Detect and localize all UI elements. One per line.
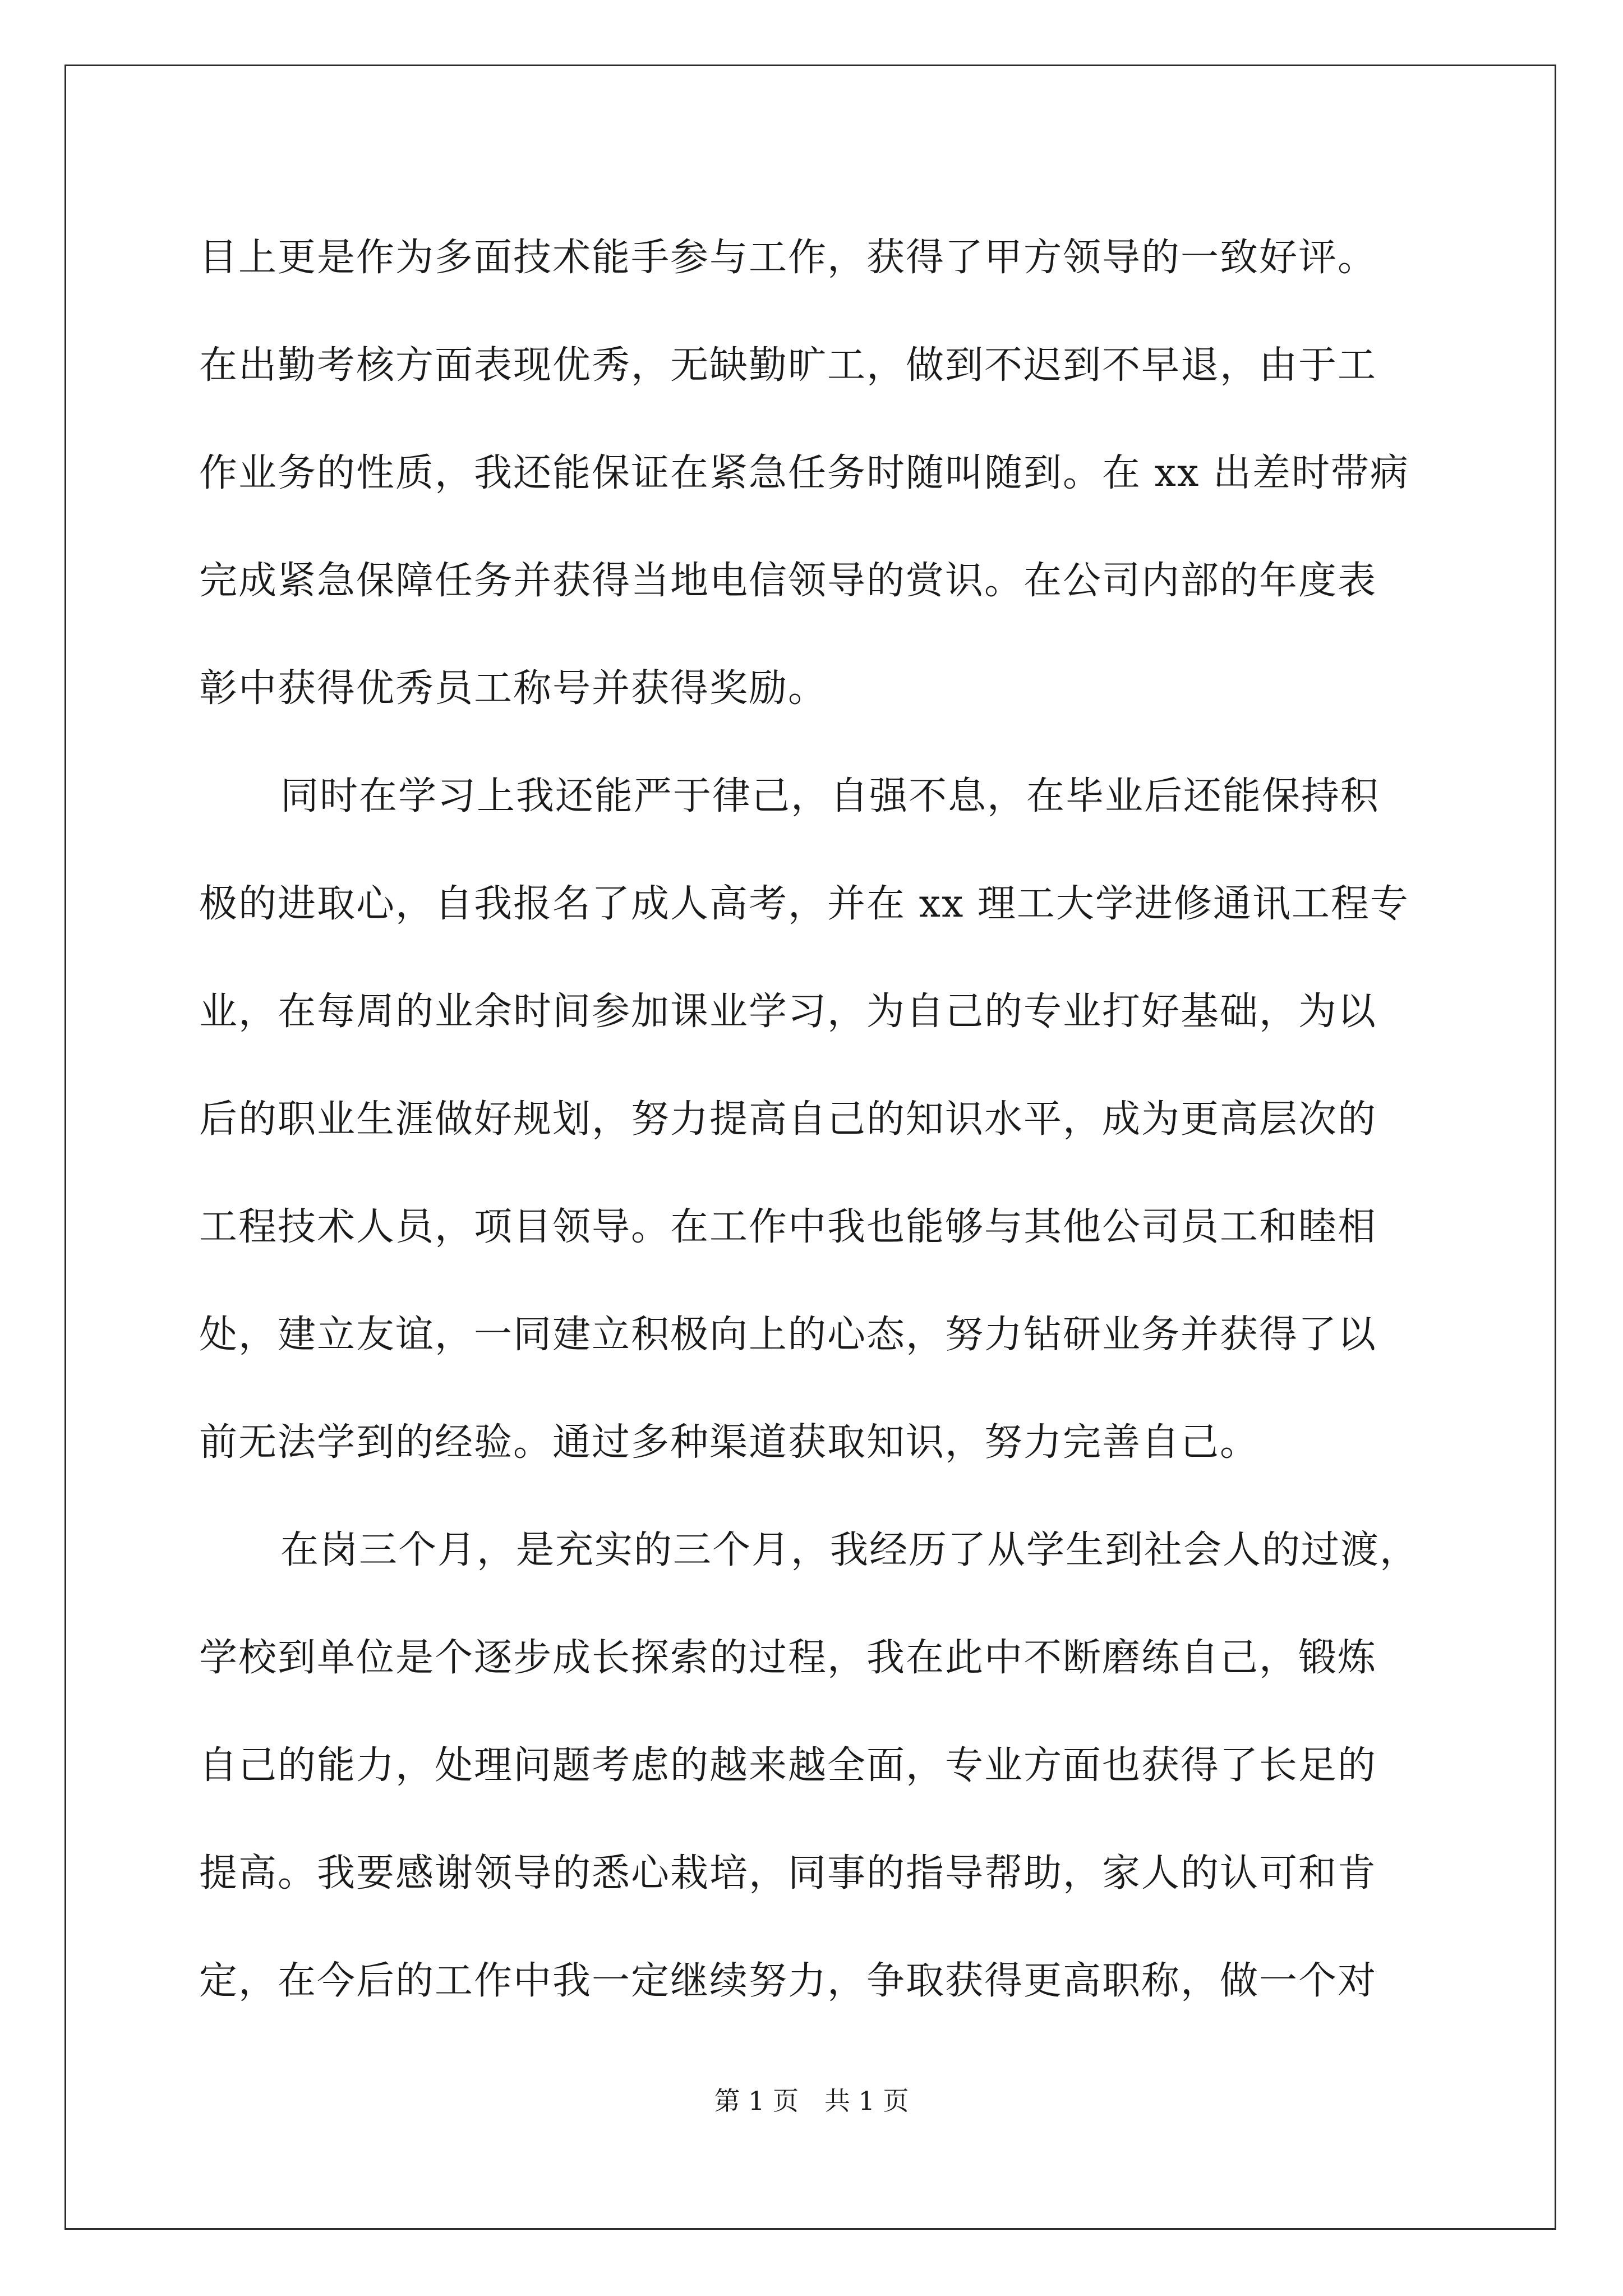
text-line: 业，在每周的业余时间参加课业学习，为自己的专业打好基础，为以 bbox=[199, 990, 1377, 1034]
text-line: 定，在今后的工作中我一定继续努力，争取获得更高职称，做一个对 bbox=[199, 1959, 1377, 2003]
text-line: 学校到单位是个逐步成长探索的过程，我在此中不断磨练自己，锻炼 bbox=[199, 1636, 1377, 1680]
page-number-footer: 第 1 页 共 1 页 bbox=[714, 2086, 909, 2116]
paragraph-first-line: 同时在学习上我还能严于律己，自强不息，在毕业后还能保持积 bbox=[280, 774, 1380, 818]
text-line: 后的职业生涯做好规划，努力提高自己的知识水平，成为更高层次的 bbox=[199, 1097, 1377, 1142]
text-line: 在出勤考核方面表现优秀，无缺勤旷工，做到不迟到不早退，由于工 bbox=[199, 343, 1377, 388]
text-line: 前无法学到的经验。通过多种渠道获取知识，努力完善自己。 bbox=[199, 1420, 1260, 1465]
text-line: 作业务的性质，我还能保证在紧急任务时随叫随到。在 xx 出差时带病 bbox=[199, 451, 1409, 495]
text-line: 完成紧急保障任务并获得当地电信领导的赏识。在公司内部的年度表 bbox=[199, 559, 1377, 603]
document-body bbox=[199, 204, 1450, 2035]
text-line: 工程技术人员，项目领导。在工作中我也能够与其他公司员工和睦相 bbox=[199, 1205, 1377, 1249]
paragraph-first-line: 在岗三个月，是充实的三个月，我经历了从学生到社会人的过渡， bbox=[280, 1528, 1419, 1572]
text-line: 处，建立友谊，一同建立积极向上的心态，努力钻研业务并获得了以 bbox=[199, 1313, 1377, 1357]
text-line: 自己的能力，处理问题考虑的越来越全面，专业方面也获得了长足的 bbox=[199, 1743, 1377, 1788]
text-line: 提高。我要感谢领导的悉心栽培，同事的指导帮助，家人的认可和肯 bbox=[199, 1851, 1377, 1895]
text-line: 彰中获得优秀员工称号并获得奖励。 bbox=[199, 666, 828, 711]
text-line: 极的进取心，自我报名了成人高考，并在 xx 理工大学进修通讯工程专 bbox=[199, 882, 1409, 926]
text-line: 目上更是作为多面技术能手参与工作，获得了甲方领导的一致好评。 bbox=[199, 236, 1377, 280]
